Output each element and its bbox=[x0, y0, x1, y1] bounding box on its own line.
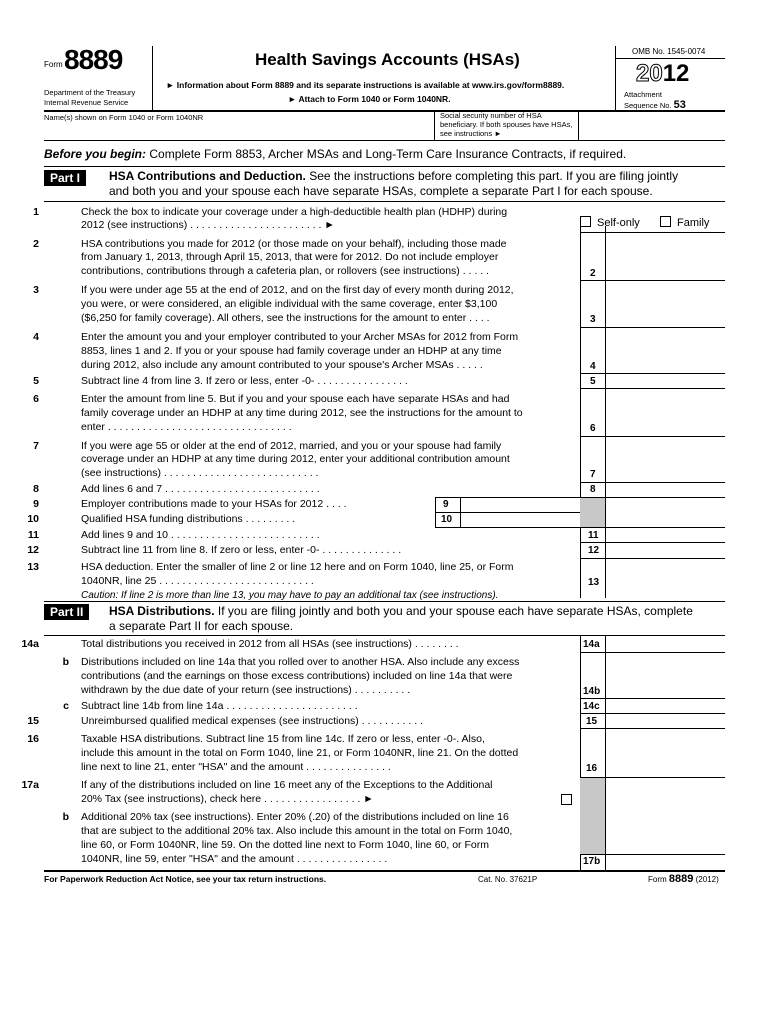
box-13: 13 bbox=[588, 577, 600, 588]
box-9: 9 bbox=[443, 499, 449, 510]
self-only-checkbox[interactable] bbox=[580, 216, 640, 230]
line4-text-b: 8853, lines 1 and 2. If you or your spouse had family coverage under an HDHP at any time bbox=[81, 345, 502, 357]
part1-desc1: See the instructions before completing this part. If you are filing jointly bbox=[309, 169, 679, 183]
ssn-label: Social security number of HSA beneficiary. If both spouses have HSAs, see instructions ► bbox=[440, 111, 573, 138]
line14b-text-c: withdrawn by the due date of your return (see instructions) . . . . . . . . . . bbox=[81, 684, 411, 696]
line14b-text-a: Distributions included on line 14a that you rolled over to another HSA. Also include any excess bbox=[81, 656, 520, 668]
family-checkbox[interactable] bbox=[660, 216, 709, 230]
before-begin bbox=[44, 147, 626, 161]
line13-text-b: 1040NR, line 25 . . . . . . . . . . . . . . . . . . . . . . . . . . . bbox=[81, 575, 314, 587]
line-num-14a: 14a bbox=[21, 638, 39, 650]
line14a-text: Total distributions you received in 2012 from all HSAs (see instructions) . . . . . . . . bbox=[81, 638, 459, 650]
attachment-label: Attachment bbox=[624, 90, 662, 99]
caution-note: Caution: If line 2 is more than line 13, you may have to pay an additional tax (see instructions). bbox=[81, 590, 499, 601]
box-10: 10 bbox=[441, 514, 453, 525]
part1-desc2: and both you and your spouse each have separate HSAs, complete a separate Part I for each spouse. bbox=[109, 184, 653, 198]
line-num-9: 9 bbox=[33, 498, 39, 510]
line16-amount[interactable] bbox=[606, 760, 725, 775]
line4-amount[interactable] bbox=[606, 358, 725, 371]
tax-year bbox=[636, 60, 689, 88]
exceptions-checkbox[interactable] bbox=[561, 794, 572, 805]
paperwork-notice: For Paperwork Reduction Act Notice, see your tax return instructions. bbox=[44, 874, 327, 884]
line7-text-c: (see instructions) . . . . . . . . . . . . . . . . . . . . . . . . . . . bbox=[81, 467, 319, 479]
form-title: Health Savings Accounts (HSAs) bbox=[255, 50, 520, 69]
line7-text-a: If you were age 55 or older at the end of 2012, married, and you or your spouse had family bbox=[81, 440, 502, 452]
line2-text-a: HSA contributions you made for 2012 (or those made on your behalf), including those made bbox=[81, 238, 507, 250]
line9-amount[interactable] bbox=[461, 498, 579, 511]
line2-amount[interactable] bbox=[606, 264, 725, 278]
box-4: 4 bbox=[590, 361, 596, 372]
line-num-5: 5 bbox=[33, 375, 39, 387]
line-num-8: 8 bbox=[33, 483, 39, 495]
part2-desc2: a separate Part II for each spouse. bbox=[109, 619, 294, 633]
part1-tag: Part I bbox=[44, 170, 86, 186]
line5-amount[interactable] bbox=[606, 374, 725, 387]
line-num-6: 6 bbox=[33, 393, 39, 405]
line-num-4: 4 bbox=[33, 331, 39, 343]
line-num-10: 10 bbox=[27, 513, 39, 525]
part2-tag: Part II bbox=[44, 604, 89, 620]
line13-text-a: HSA deduction. Enter the smaller of line 2 or line 12 here and on Form 1040, line 25, or Form bbox=[81, 561, 514, 573]
footer-form bbox=[648, 873, 719, 885]
line-num-14c: c bbox=[63, 700, 69, 712]
box-14a: 14a bbox=[583, 639, 600, 650]
line16-text-a bbox=[81, 733, 485, 746]
self-only-label: Self-only bbox=[597, 217, 640, 229]
names-label: Name(s) shown on Form 1040 or Form 1040NR bbox=[44, 113, 204, 122]
dept-label: Department of the Treasury bbox=[44, 88, 136, 97]
line8-amount[interactable] bbox=[606, 483, 725, 496]
line14c-amount[interactable] bbox=[606, 699, 725, 712]
before-begin-text: Complete Form 8853, Archer MSAs and Long-Term Care Insurance Contracts, if required. bbox=[149, 147, 627, 161]
names-input[interactable] bbox=[44, 122, 434, 138]
line-num-2: 2 bbox=[33, 238, 39, 250]
line-num-3: 3 bbox=[33, 284, 39, 296]
before-begin-lead: Before you begin: bbox=[44, 147, 147, 161]
line3-text-c: ($6,250 for family coverage). All others, see the instructions for the amount to enter . . . . bbox=[81, 312, 490, 324]
line16-text-c: line next to line 21, enter "HSA" and the amount . . . . . . . . . . . . . . . bbox=[81, 761, 391, 773]
box-8: 8 bbox=[590, 484, 596, 495]
footer-form-num: 8889 bbox=[668, 873, 694, 885]
info-line: ► Information about Form 8889 and its separate instructions is available at www.irs.gov/form8889. bbox=[166, 80, 565, 90]
line2-text-c: contributions, contributions through a cafeteria plan, or rollovers (see instructions) . . . . . bbox=[81, 265, 489, 277]
line17b-text-d: 1040NR, line 59, enter "HSA" and the amount . . . . . . . . . . . . . . . . bbox=[81, 853, 388, 865]
line14c-text: Subtract line 14b from line 14a . . . . . . . . . . . . . . . . . . . . . . . bbox=[81, 700, 358, 712]
irs-label: Internal Revenue Service bbox=[44, 98, 129, 107]
line1-text-a: Check the box to indicate your coverage under a high-deductible health plan (HDHP) during bbox=[81, 206, 508, 218]
part1-title: HSA Contributions and Deduction. bbox=[109, 169, 306, 183]
omb-number: OMB No. 1545-0074 bbox=[632, 47, 706, 56]
line10-text: Qualified HSA funding distributions . . . . . . . . . bbox=[81, 513, 296, 525]
footer-form-label: Form bbox=[648, 875, 667, 884]
line17b-text-a: Additional 20% tax (see instructions). Enter 20% (.20) of the distributions included on line 16 bbox=[81, 811, 509, 823]
line6-text-b: family coverage under an HDHP at any time during 2012, see the instructions for the amount to bbox=[81, 407, 523, 419]
line-num-11: 11 bbox=[27, 529, 39, 541]
form-number: 8889 bbox=[64, 44, 123, 75]
line9-text: Employer contributions made to your HSAs for 2012 . . . . bbox=[81, 498, 347, 510]
line17a-text-b: 20% Tax (see instructions), check here . . . . . . . . . . . . . . . . . ► bbox=[81, 793, 374, 805]
line17b-amount[interactable] bbox=[606, 855, 725, 869]
line-num-1: 1 bbox=[33, 206, 39, 218]
line6-text-a: Enter the amount from line 5. But if you and your spouse each have separate HSAs and had bbox=[81, 393, 510, 405]
box-16: 16 bbox=[586, 763, 598, 774]
box-12: 12 bbox=[588, 545, 600, 556]
line13-amount[interactable] bbox=[606, 574, 725, 588]
sequence-number: 53 bbox=[673, 99, 686, 111]
box-6: 6 bbox=[590, 423, 596, 434]
box-14b: 14b bbox=[583, 686, 601, 697]
line17b-text-c: line 60, or Form 1040NR, line 59. On the dotted line next to Form 1040, line 60, or Form bbox=[81, 839, 489, 851]
line6-text-c: enter . . . . . . . . . . . . . . . . . . . . . . . . . . . . . . . . bbox=[81, 421, 292, 433]
line15-text: Unreimbursed qualified medical expenses (see instructions) . . . . . . . . . . . bbox=[81, 715, 423, 727]
tax-year-bold: 12 bbox=[662, 60, 690, 87]
line11-text: Add lines 9 and 10 . . . . . . . . . . . . . . . . . . . . . . . . . . bbox=[81, 529, 320, 541]
family-box[interactable] bbox=[660, 216, 671, 227]
line-num-17b: b bbox=[62, 811, 69, 823]
sequence-text: Sequence No. bbox=[624, 101, 672, 110]
line5-text: Subtract line 4 from line 3. If zero or less, enter -0- . . . . . . . . . . . . . . . . bbox=[81, 375, 408, 387]
line17b-text-b: that are subject to the additional 20% tax. Also include this amount in the total on Form 1040, bbox=[81, 825, 513, 837]
part1-header bbox=[109, 169, 725, 199]
line4-text-a: Enter the amount you and your employer contributed to your Archer MSAs for 2012 from Form bbox=[81, 331, 519, 343]
form-label: Form bbox=[44, 60, 63, 69]
line12-text: Subtract line 11 from line 8. If zero or less, enter -0- . . . . . . . . . . . . . . bbox=[81, 544, 402, 556]
line15-amount[interactable] bbox=[606, 714, 725, 727]
line3-amount[interactable] bbox=[606, 311, 725, 325]
ssn-input[interactable] bbox=[580, 112, 725, 138]
tax-year-outline: 20 bbox=[636, 60, 663, 87]
line6-amount[interactable] bbox=[606, 420, 725, 434]
box-3: 3 bbox=[590, 314, 596, 325]
box-17b: 17b bbox=[583, 856, 601, 867]
line-num-16: 16 bbox=[27, 733, 39, 745]
attach-line: ► Attach to Form 1040 or Form 1040NR. bbox=[288, 94, 451, 104]
box-5: 5 bbox=[590, 376, 596, 387]
line-num-15: 15 bbox=[27, 715, 39, 727]
line7-text-b: coverage under an HDHP at any time during 2012, enter your additional contribution amount bbox=[81, 453, 510, 465]
line4-text-c: during 2012, also include any amount contributed to your spouse's Archer MSAs . . . . . bbox=[81, 359, 483, 371]
line11-amount[interactable] bbox=[606, 528, 725, 541]
line14b-text-b: contributions (and the earnings on those excess contributions) included on line 14a that were bbox=[81, 670, 513, 682]
part2-desc1: If you are filing jointly and both you and your spouse each have separate HSAs, complete bbox=[217, 604, 693, 618]
self-only-box[interactable] bbox=[580, 216, 591, 227]
box-15: 15 bbox=[586, 716, 598, 727]
line-num-13: 13 bbox=[27, 561, 39, 573]
line17a-text-a: If any of the distributions included on line 16 meet any of the Exceptions to the Additional bbox=[81, 779, 493, 791]
box-11: 11 bbox=[588, 530, 599, 541]
box-2: 2 bbox=[590, 268, 596, 279]
line1-text-b: 2012 (see instructions) . . . . . . . . . . . . . . . . . . . . . . . ► bbox=[81, 219, 335, 231]
line3-text-b: you were, or were considered, an eligible individual with the same coverage, enter $3,100 bbox=[81, 298, 498, 310]
line3-text-a: If you were under age 55 at the end of 2012, and on the first day of every month during 2012, bbox=[81, 284, 514, 296]
part2-header bbox=[109, 604, 725, 634]
catalog-number: Cat. No. 37621P bbox=[478, 875, 538, 884]
line12-amount[interactable] bbox=[606, 543, 725, 557]
part2-title: HSA Distributions. bbox=[109, 604, 215, 618]
line10-amount[interactable] bbox=[461, 513, 579, 526]
footer-year: (2012) bbox=[695, 875, 719, 884]
family-label: Family bbox=[677, 217, 710, 229]
line16-text-a-inner: Taxable HSA distributions. Subtract line 15 from line 14c. If zero or less, enter -0-. Also, bbox=[81, 733, 485, 745]
line-num-17a: 17a bbox=[21, 779, 39, 791]
box-7: 7 bbox=[590, 469, 596, 480]
line14a-amount[interactable] bbox=[606, 637, 725, 651]
line14b-amount[interactable] bbox=[606, 684, 725, 697]
line-num-7: 7 bbox=[33, 440, 39, 452]
box-14c: 14c bbox=[583, 701, 600, 712]
line8-text: Add lines 6 and 7 . . . . . . . . . . . . . . . . . . . . . . . . . . . bbox=[81, 483, 320, 495]
line-num-14b: b bbox=[62, 656, 69, 668]
line7-amount[interactable] bbox=[606, 466, 725, 480]
line-num-12: 12 bbox=[27, 544, 39, 556]
line2-text-b: from January 1, 2013, through April 15, 2013, that were for 2012. Do not include employer bbox=[81, 251, 499, 263]
line16-text-b: include this amount in the total on Form 1040, line 21, or Form 1040NR, line 21. On the dotted bbox=[81, 747, 519, 759]
